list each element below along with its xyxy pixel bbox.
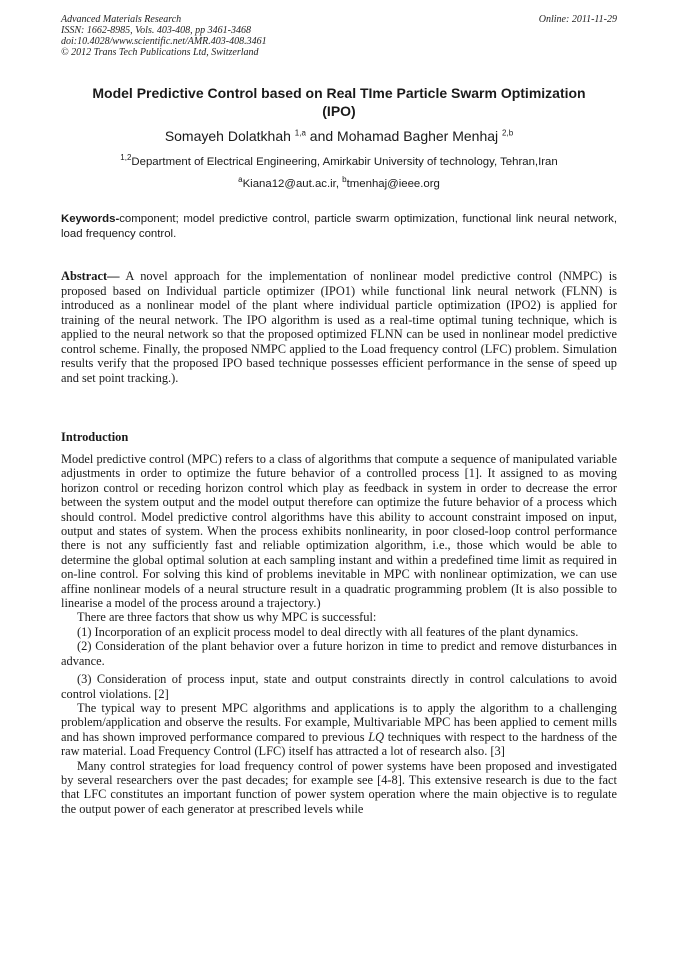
intro-paragraph-6b: techniques with respect to the hardness of the raw material. Load Frequency Control (LFC) itself has attracted a lot of research also. [3]: [61, 729, 617, 759]
intro-paragraph-7: Many control strategies for load frequency control of power systems have been proposed and investigated by several researchers over the past decades; for example see [4-8]. This extensive research is due to the fact that LFC constitutes an important function of power system operation where the main objective is to regulate the output power of each generator at prescribed levels while: [61, 758, 617, 816]
email-a-sup: a: [238, 175, 243, 185]
email-line: [61, 177, 617, 191]
author-2-sup: 2,b: [502, 128, 514, 138]
keywords-text: component; model predictive control, particle swarm optimization, functional link neural network, load frequency control.: [61, 213, 617, 240]
doi-line: doi:10.4028/www.scientific.net/AMR.403-408.3461: [61, 36, 267, 47]
affiliation-sup: 1,2: [120, 153, 132, 163]
intro-paragraph-5: (3) Consideration of process input, state and output constraints directly in control calculations to avoid control violations. [2]: [61, 672, 617, 701]
email-b: tmenhaj@ieee.org: [346, 178, 440, 190]
abstract: [61, 269, 617, 385]
author-2: Mohamad Bagher Menhaj: [337, 128, 499, 144]
author-1-sup: 1,a: [294, 128, 306, 138]
abstract-label: Abstract—: [61, 269, 120, 283]
introduction-heading: Introduction: [61, 430, 129, 444]
intro-paragraph-6a: The typical way to present MPC algorithms and applications is to apply the algorithm to a challenging problem/application and observe the results. For example, Multivariable MPC has been applied to cement mills and has shown improved performance compared to previous: [61, 700, 617, 744]
author-1: Somayeh Dolatkhah: [164, 128, 291, 144]
issn-line: ISSN: 1662-8985, Vols. 403-408, pp 3461-3468: [61, 25, 251, 36]
keywords: [61, 212, 617, 242]
online-date: Online: 2011-11-29: [538, 14, 617, 25]
introduction-body: [61, 452, 617, 816]
abstract-text: A novel approach for the implementation of nonlinear model predictive control (NMPC) is proposed based on Individual particle optimizer (IPO1) while functional link neural network (FLNN) is introduced as a nonlinear model of the plant where individual particle optimization (IPO2) is applied for training of the neural network. The IPO algorithm is used as a real-time optimal tuning technique, which is applied to the neural network so that the proposed optimized FLNN can be used in nonlinear model predictive control scheme. Finally, the proposed NMPC applied to the Load frequency control (LFC) problem. Simulation results verify that the proposed IPO based technique possesses efficient performance in the sense of speed up and set point tracking.).: [61, 269, 617, 385]
intro-paragraph-6: [61, 701, 617, 759]
journal-header: [61, 14, 617, 58]
email-a: Kiana12@aut.ac.ir,: [242, 178, 339, 190]
intro-paragraph-2: There are three factors that show us why MPC is successful:: [77, 610, 377, 625]
author-conjunction: and: [309, 128, 334, 144]
journal-name: Advanced Materials Research: [61, 14, 182, 25]
intro-paragraph-3: (1) Incorporation of an explicit process model to deal directly with all features of the plant dynamics.: [77, 624, 579, 639]
copyright-line: © 2012 Trans Tech Publications Ltd, Switzerland: [61, 47, 259, 58]
affiliation-text: Department of Electrical Engineering, Amirkabir University of technology, Tehran,Iran: [131, 156, 558, 168]
email-b-sup: b: [342, 175, 347, 185]
affiliation: [61, 155, 617, 169]
intro-paragraph-1: Model predictive control (MPC) refers to a class of algorithms that compute a sequence of manipulated variable adjustments in order to optimize the future behavior of a controlled process [1]. It assigned to as moving horizon control or receding horizon control which play as feedback in system in order to decrease the error between the system output and the model output therefore can optimize the future behavior of a process which should control. Model predictive control algorithms have this ability to account constraint imposed on input, output and states of system. When the process exhibits nonlinearity, in poor closed-loop control performance there is not any sufficiently fast and reliable optimization algorithm, i.e., those which would be able to determine the global optimal solution at each sampling instant and within a predefined time limit as required in on-line control. For solving this kind of problems inevitable in MPC with nonlinear optimization, we can use affine nonlinear models of a neural structure result in a quadratic programming problem (It is also possible to linearise a model of the process around a trajectory.): [61, 452, 617, 611]
paper-title: Model Predictive Control based on Real TIme Particle Swarm Optimization (IPO): [92, 85, 586, 119]
intro-paragraph-4: (2) Consideration of the plant behavior over a future horizon in time to predict and remove disturbances in advance.: [61, 639, 617, 668]
author-line: [61, 127, 617, 145]
keywords-label: Keywords-: [61, 213, 120, 225]
lq-term: LQ: [368, 729, 385, 744]
